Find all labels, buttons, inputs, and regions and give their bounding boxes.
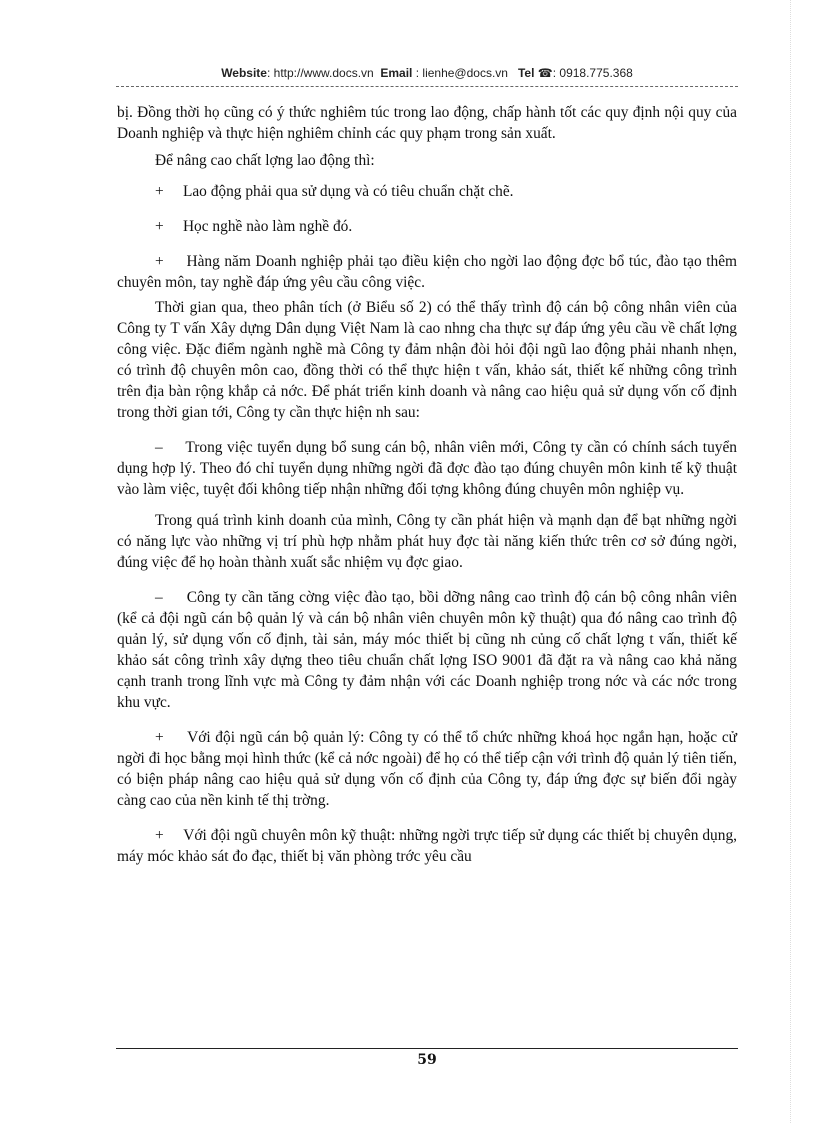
- bullet-text: Hàng năm Doanh nghiệp phải tạo điều kiện cho ngời lao động đợc bổ túc, đào tạo thêm chuyên môn, tay nghề đáp ứng yêu cầu công việc.: [117, 253, 737, 291]
- dash-item-1: [117, 437, 737, 500]
- paragraph-1: bị. Đồng thời họ cũng có ý thức nghiêm túc trong lao động, chấp hành tốt các quy định nội quy của Doanh nghiệp và thực hiện nghiêm chỉnh các quy phạm trong sản xuất.: [117, 104, 737, 142]
- page-number: 59: [417, 1052, 437, 1068]
- bullet-item-5: [117, 825, 737, 867]
- bullet-text: Với đội ngũ chuyên môn kỹ thuật: những ngời trực tiếp sử dụng các thiết bị chuyên dụng, máy móc khảo sát đo đạc, thiết bị văn phòng trớc yêu cầu: [117, 827, 737, 865]
- tel-value: : 0918.775.368: [552, 66, 633, 80]
- dash-item-2: [117, 587, 737, 713]
- page-edge-divider: [790, 0, 791, 1123]
- footer-divider: [116, 1048, 738, 1049]
- paragraph-3: Thời gian qua, theo phân tích (ở Biểu số 2) có thể thấy trình độ cán bộ công nhân viên của Công ty T vấn Xây dựng Dân dụng Việt Nam là cao nhng cha thực sự đáp ứng yêu cầu về chất lợng công việc. Đặc điểm ngành nghề mà Công ty đảm nhận đòi hỏi đội ngũ lao động phải nhanh nhẹn, có trình độ chuyên môn cao, đồng thời có thể thực hiện t vấn, khảo sát, thiết kế những công trình trên địa bàn rộng khắp cả nớc. Để phát triển kinh doanh và nâng cao hiệu quả sử dụng vốn cố định trong thời gian tới, Công ty cần thực hiện nh sau:: [117, 299, 737, 421]
- dash-mark: –: [155, 589, 163, 606]
- paragraph-2: Để nâng cao chất lợng lao động thì:: [155, 152, 375, 169]
- bullet-text: Học nghề nào làm nghề đó.: [182, 218, 353, 235]
- bullet-text: Lao động phải qua sử dụng và có tiêu chuẩn chặt chẽ.: [182, 183, 514, 200]
- dash-mark: –: [155, 439, 163, 456]
- page-header: [116, 66, 738, 87]
- phone-icon: ☎: [537, 66, 553, 80]
- bullet-mark: +: [155, 218, 164, 235]
- paragraph-4: Trong quá trình kinh doanh của mình, Công ty cần phát hiện và mạnh dạn để bạt những ngời có năng lực vào những vị trí phù hợp nhằm phát huy đợc tài năng kiến thức trên cơ sở đúng ngời, đúng việc để họ hoàn thành xuất sắc nhiệm vụ đợc giao.: [117, 512, 737, 571]
- document-body: [117, 102, 737, 867]
- bullet-item-2: [117, 216, 737, 237]
- tel-label: Tel: [517, 66, 535, 80]
- bullet-item-4: [117, 727, 737, 811]
- dash-text: Công ty cần tăng cờng việc đào tạo, bồi dỡng nâng cao trình độ cán bộ công nhân viên (kể cả đội ngũ cán bộ quản lý và cán bộ nhân viên chuyên môn kỹ thuật) qua đó nâng cao trình độ quản lý, sử dụng vốn cố định, tài sản, máy móc thiết bị cũng nh củng cố chất lợng t vấn, thiết kế khảo sát công trình xây dựng theo tiêu chuẩn chất lợng ISO 9001 đã đặt ra và nâng cao khả năng cạnh tranh trong lĩnh vực mà Công ty đảm nhận với các Doanh nghiệp trong nớc và các nớc trong khu vực.: [117, 589, 737, 711]
- bullet-text: Với đội ngũ cán bộ quản lý: Công ty có thể tổ chức những khoá học ngắn hạn, hoặc cử ngời đi học bằng mọi hình thức (kể cả nớc ngoài) để họ có thể tiếp cận với trình độ quản lý tiên tiến, có biện pháp nâng cao hiệu quả sử dụng vốn cố định của Công ty, đáp ứng đợc sự biến đổi ngày càng cao của nền kinh tế thị trờng.: [117, 729, 737, 809]
- email-value: : lienhe@docs.vn: [415, 66, 508, 80]
- bullet-item-1: [117, 181, 737, 202]
- bullet-mark: +: [155, 827, 164, 844]
- bullet-item-3: [117, 251, 737, 293]
- website-value: : http://www.docs.vn: [266, 66, 374, 80]
- dash-text: Trong việc tuyển dụng bổ sung cán bộ, nhân viên mới, Công ty cần có chính sách tuyển dụng hợp lý. Theo đó chỉ tuyển dụng những ngời đã đợc đào tạo đúng chuyên môn kinh tế kỹ thuật vào làm việc, tuyệt đối không tiếp nhận những đối tợng không đúng chuyên môn nghiệp vụ.: [117, 439, 737, 498]
- bullet-mark: +: [155, 729, 164, 746]
- website-label: Website: [221, 66, 267, 80]
- bullet-mark: +: [155, 183, 164, 200]
- bullet-mark: +: [155, 253, 164, 270]
- email-label: Email: [380, 66, 413, 80]
